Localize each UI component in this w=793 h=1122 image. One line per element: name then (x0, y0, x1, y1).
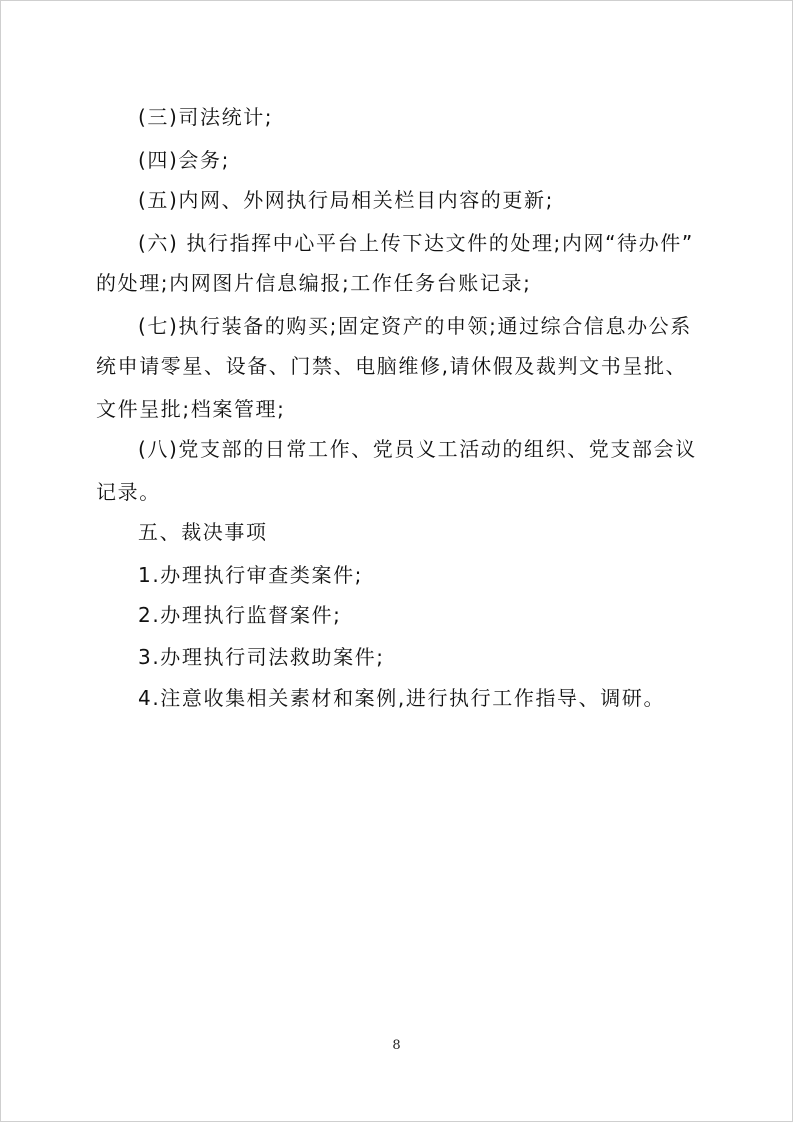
text-line: 1.办理执行审查类案件; (138, 563, 364, 587)
text-line: (三)司法统计; (138, 105, 274, 129)
text-line: (六) 执行指挥中心平台上传下达文件的处理;内网“待办件” (138, 231, 694, 255)
section-heading: 五、裁决事项 (138, 520, 268, 544)
text-line: 4.注意收集相关素材和案例,进行执行工作指导、调研。 (138, 686, 666, 710)
text-line: 2.办理执行监督案件; (138, 603, 342, 627)
text-line: 3.办理执行司法救助案件; (138, 645, 385, 669)
text-line: 统申请零星、设备、门禁、电脑维修,请休假及裁判文书呈批、 (96, 354, 688, 378)
text-line: 记录。 (96, 480, 161, 504)
text-line: 文件呈批;档案管理; (96, 397, 286, 421)
text-line: (五)内网、外网执行局相关栏目内容的更新; (138, 188, 554, 212)
text-line: (七)执行装备的购买;固定资产的申领;通过综合信息办公系 (138, 314, 692, 338)
text-line: (四)会务; (138, 148, 230, 172)
text-line: (八)党支部的日常工作、党员义工活动的组织、党支部会议 (138, 437, 697, 461)
text-line: 的处理;内网图片信息编报;工作任务台账记录; (96, 271, 532, 295)
page-number: 8 (392, 1038, 401, 1053)
